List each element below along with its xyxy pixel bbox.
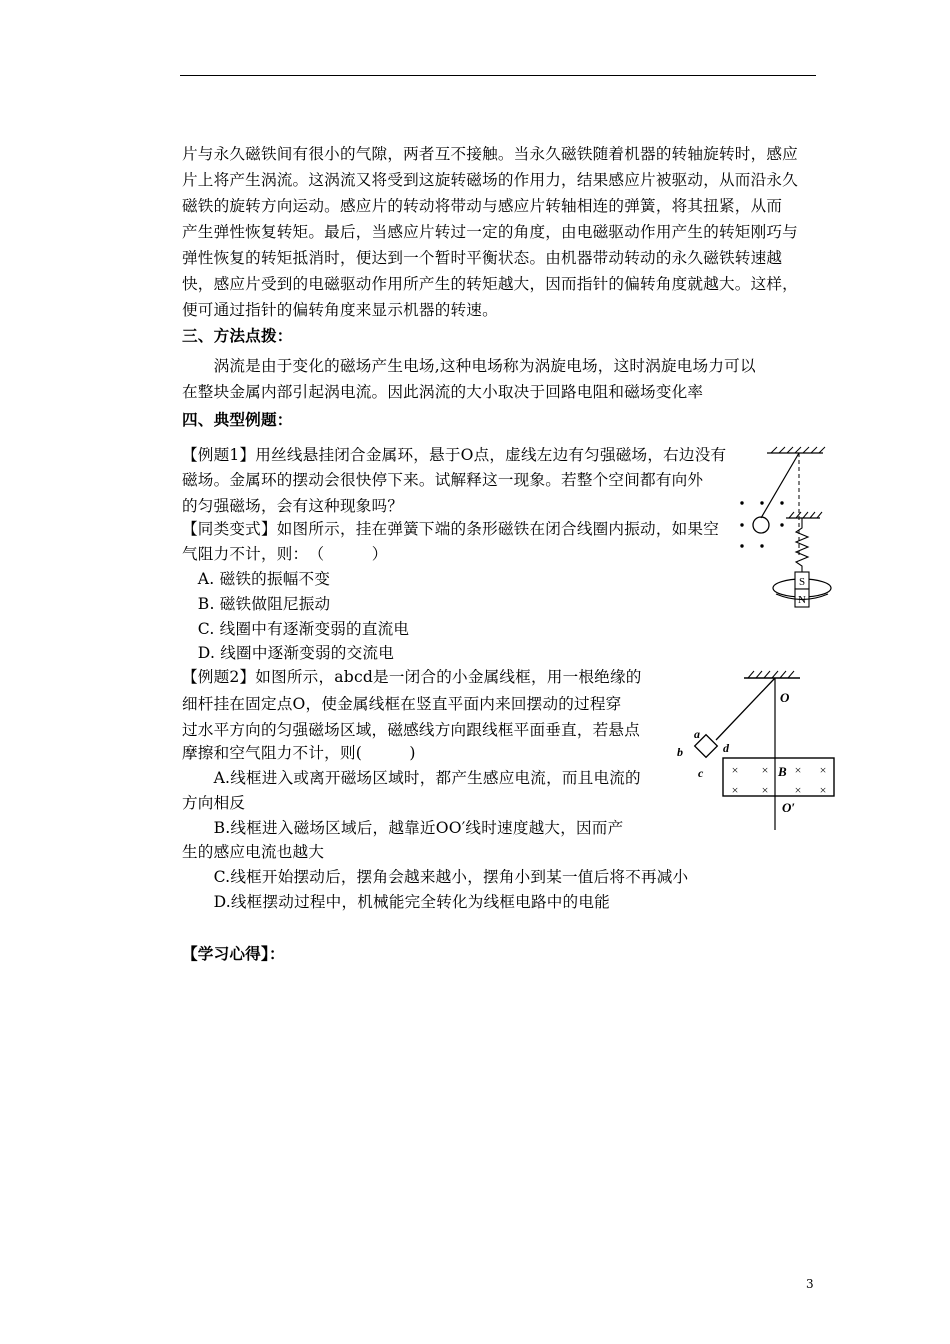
option-c: C.线框开始摆动后，摆角会越来越小，摆角小到某一值后将不再减小 — [182, 868, 689, 886]
body-line: 片与永久磁铁间有很小的气隙，两者互不接触。当永久磁铁随着机器的转轴旋转时，感应 — [182, 145, 798, 163]
example-line: 过水平方向的匀强磁场区域，磁感线方向跟线框平面垂直，若悬点 — [182, 721, 641, 739]
page-number: 3 — [806, 1277, 814, 1291]
body-line: 涡流是由于变化的磁场产生电场,这种电场称为涡旋电场，这时涡旋电场力可以 — [182, 357, 756, 375]
point-o-label: O — [780, 690, 790, 705]
example-line: 的匀强磁场，会有这种现象吗？ — [182, 497, 404, 515]
example-line: 【例题1】用丝线悬挂闭合金属环，悬于O点，虚线左边有匀强磁场，右边没有 — [182, 446, 727, 464]
option-d: D. 线圈中逐渐变弱的交流电 — [182, 644, 394, 662]
corner-c-label: c — [698, 766, 704, 780]
section-heading: 【学习心得】： — [182, 944, 285, 963]
field-cross: × — [794, 783, 802, 797]
option-a: A. 磁铁的振幅不变 — [182, 570, 331, 588]
field-cross: × — [731, 783, 739, 797]
field-cross: × — [761, 763, 769, 777]
field-cross: × — [819, 763, 827, 777]
example-line: 摩擦和空气阻力不计，则( ) — [182, 744, 416, 762]
example-line: 【例题2】如图所示，abcd是一闭合的小金属线框，用一根绝缘的 — [182, 668, 642, 686]
body-line: 磁铁的旋转方向运动。感应片的转动将带动与感应片转轴相连的弹簧，将其扭紧，从而 — [182, 197, 783, 215]
field-b-label: B — [778, 764, 787, 779]
field-cross: × — [819, 783, 827, 797]
option-a-cont: 方向相反 — [182, 794, 246, 812]
option-b: B.线框进入磁场区域后，越靠近OO′线时速度越大，因而产 — [182, 819, 624, 837]
body-line: 产生弹性恢复转矩。最后，当感应片转过一定的角度，由电磁驱动作用产生的转矩刚巧与 — [182, 223, 798, 241]
example-line: 【同类变式】如图所示，挂在弹簧下端的条形磁铁在闭合线圈内振动，如果空 — [182, 520, 719, 538]
section-heading: 四、典型例题： — [182, 410, 293, 429]
field-cross: × — [731, 763, 739, 777]
swinging-frame-figure — [670, 668, 850, 838]
spring-magnet-figure — [768, 510, 848, 620]
example-line: 气阻力不计，则： （ ） — [182, 545, 388, 563]
body-line: 便可通过指针的偏转角度来显示机器的转速。 — [182, 301, 498, 319]
option-b: B. 磁铁做阻尼振动 — [182, 595, 331, 613]
option-b-cont: 生的感应电流也越大 — [182, 843, 325, 861]
example-line: 磁场。金属环的摆动会很快停下来。试解释这一现象。若整个空间都有向外 — [182, 471, 704, 489]
magnet-n-label: N — [798, 594, 806, 606]
point-oprime-label: O′ — [782, 800, 796, 815]
body-line: 在整块金属内部引起涡电流。因此涡流的大小取决于回路电阻和磁场变化率 — [182, 383, 704, 401]
body-line: 片上将产生涡流。这涡流又将受到这旋转磁场的作用力，结果感应片被驱动，从而沿永久 — [182, 171, 798, 189]
field-cross: × — [761, 783, 769, 797]
option-a: A.线框进入或离开磁场区域时，都产生感应电流，而且电流的 — [182, 769, 641, 787]
body-line: 弹性恢复的转矩抵消时，便达到一个暂时平衡状态。由机器带动转动的永久磁铁转速越 — [182, 249, 783, 267]
corner-b-label: b — [677, 745, 683, 759]
header-rule — [180, 75, 816, 76]
magnet-s-label: S — [798, 576, 806, 588]
section-heading: 三、方法点拨： — [182, 326, 293, 345]
corner-a-label: a — [694, 727, 700, 741]
corner-d-label: d — [723, 741, 729, 755]
option-c: C. 线圈中有逐渐变弱的直流电 — [182, 620, 410, 638]
field-cross: × — [794, 763, 802, 777]
body-line: 快，感应片受到的电磁驱动作用所产生的转矩越大，因而指针的偏转角度就越大。这样， — [182, 275, 798, 293]
option-d: D.线框摆动过程中，机械能完全转化为线框电路中的电能 — [182, 893, 610, 911]
example-line: 细杆挂在固定点O，使金属线框在竖直平面内来回摆动的过程穿 — [182, 695, 622, 713]
